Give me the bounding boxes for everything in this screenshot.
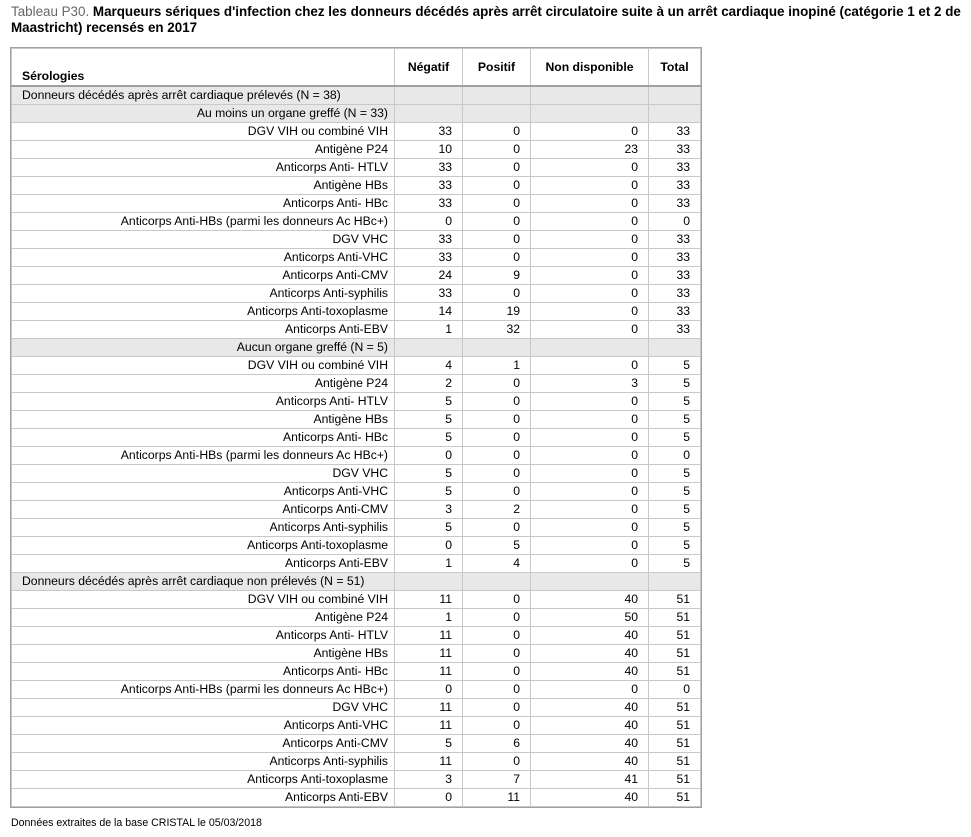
section-empty-cell	[649, 105, 701, 123]
row-label: Antigène HBs	[12, 411, 395, 429]
cell-negatif: 5	[395, 465, 463, 483]
cell-negatif: 11	[395, 699, 463, 717]
cell-total: 33	[649, 285, 701, 303]
cell-negatif: 33	[395, 249, 463, 267]
row-label: Anticorps Anti-syphilis	[12, 519, 395, 537]
cell-positif: 11	[463, 789, 531, 807]
section-empty-cell	[463, 339, 531, 357]
cell-total: 33	[649, 177, 701, 195]
row-label: Anticorps Anti-toxoplasme	[12, 537, 395, 555]
cell-total: 33	[649, 231, 701, 249]
row-label: Anticorps Anti- HBc	[12, 195, 395, 213]
cell-negatif: 33	[395, 123, 463, 141]
cell-non-disponible: 0	[531, 249, 649, 267]
cell-negatif: 33	[395, 231, 463, 249]
table-row	[12, 501, 701, 519]
row-label: Anticorps Anti-VHC	[12, 249, 395, 267]
row-label: DGV VIH ou combiné VIH	[12, 123, 395, 141]
row-label: Antigène P24	[12, 141, 395, 159]
section-empty-cell	[463, 105, 531, 123]
table-row	[12, 645, 701, 663]
cell-negatif: 0	[395, 681, 463, 699]
cell-positif: 0	[463, 645, 531, 663]
row-label: Anticorps Anti-syphilis	[12, 753, 395, 771]
table-row	[12, 465, 701, 483]
section-empty-cell	[395, 86, 463, 105]
column-header-total: Total	[649, 49, 701, 87]
section-label: Donneurs décédés après arrêt cardiaque prélevés (N = 38)	[12, 86, 395, 105]
row-label: Anticorps Anti-VHC	[12, 483, 395, 501]
cell-total: 5	[649, 555, 701, 573]
row-label: DGV VHC	[12, 465, 395, 483]
cell-non-disponible: 0	[531, 303, 649, 321]
table-row	[12, 411, 701, 429]
cell-negatif: 33	[395, 177, 463, 195]
cell-total: 5	[649, 393, 701, 411]
cell-non-disponible: 0	[531, 393, 649, 411]
table-row	[12, 195, 701, 213]
cell-total: 5	[649, 411, 701, 429]
table-row	[12, 213, 701, 231]
table-row	[12, 771, 701, 789]
cell-total: 33	[649, 123, 701, 141]
cell-negatif: 5	[395, 393, 463, 411]
cell-negatif: 1	[395, 555, 463, 573]
section-row	[12, 86, 701, 105]
cell-total: 51	[649, 789, 701, 807]
row-label: DGV VIH ou combiné VIH	[12, 357, 395, 375]
section-empty-cell	[463, 86, 531, 105]
cell-positif: 0	[463, 483, 531, 501]
table-row	[12, 681, 701, 699]
row-label: Anticorps Anti-EBV	[12, 321, 395, 339]
cell-non-disponible: 0	[531, 177, 649, 195]
table-row	[12, 123, 701, 141]
cell-negatif: 1	[395, 321, 463, 339]
table-row	[12, 267, 701, 285]
row-label: DGV VHC	[12, 699, 395, 717]
cell-non-disponible: 40	[531, 645, 649, 663]
cell-negatif: 5	[395, 429, 463, 447]
cell-total: 5	[649, 357, 701, 375]
cell-total: 51	[649, 699, 701, 717]
cell-positif: 19	[463, 303, 531, 321]
row-label: Antigène HBs	[12, 645, 395, 663]
cell-non-disponible: 40	[531, 753, 649, 771]
section-label: Au moins un organe greffé (N = 33)	[12, 105, 395, 123]
table-row	[12, 141, 701, 159]
cell-total: 33	[649, 321, 701, 339]
cell-non-disponible: 0	[531, 537, 649, 555]
cell-positif: 0	[463, 681, 531, 699]
cell-non-disponible: 0	[531, 501, 649, 519]
cell-non-disponible: 0	[531, 285, 649, 303]
cell-positif: 6	[463, 735, 531, 753]
cell-negatif: 11	[395, 591, 463, 609]
row-label: Anticorps Anti- HBc	[12, 429, 395, 447]
cell-positif: 0	[463, 699, 531, 717]
table-row	[12, 555, 701, 573]
cell-negatif: 0	[395, 789, 463, 807]
cell-negatif: 0	[395, 537, 463, 555]
cell-non-disponible: 0	[531, 357, 649, 375]
cell-non-disponible: 40	[531, 789, 649, 807]
section-row	[12, 339, 701, 357]
section-empty-cell	[531, 573, 649, 591]
table-row	[12, 393, 701, 411]
cell-total: 33	[649, 267, 701, 285]
row-label: Anticorps Anti-toxoplasme	[12, 303, 395, 321]
cell-positif: 0	[463, 717, 531, 735]
row-label: DGV VIH ou combiné VIH	[12, 591, 395, 609]
row-label: Anticorps Anti-HBs (parmi les donneurs Ac HBc+)	[12, 681, 395, 699]
table-row	[12, 789, 701, 807]
section-empty-cell	[395, 339, 463, 357]
table-body	[12, 86, 701, 807]
cell-negatif: 0	[395, 447, 463, 465]
cell-total: 51	[649, 609, 701, 627]
cell-positif: 0	[463, 447, 531, 465]
cell-positif: 32	[463, 321, 531, 339]
table-row	[12, 177, 701, 195]
cell-non-disponible: 0	[531, 159, 649, 177]
cell-positif: 0	[463, 627, 531, 645]
row-label: Anticorps Anti- HTLV	[12, 627, 395, 645]
cell-negatif: 33	[395, 159, 463, 177]
row-label: Antigène HBs	[12, 177, 395, 195]
cell-total: 51	[649, 645, 701, 663]
table-row	[12, 357, 701, 375]
cell-negatif: 33	[395, 285, 463, 303]
cell-negatif: 33	[395, 195, 463, 213]
section-label: Donneurs décédés après arrêt cardiaque non prélevés (N = 51)	[12, 573, 395, 591]
cell-non-disponible: 0	[531, 123, 649, 141]
section-empty-cell	[531, 86, 649, 105]
cell-total: 5	[649, 429, 701, 447]
table-title	[11, 4, 966, 36]
cell-non-disponible: 41	[531, 771, 649, 789]
cell-positif: 0	[463, 375, 531, 393]
table-row	[12, 609, 701, 627]
table-row	[12, 753, 701, 771]
cell-non-disponible: 0	[531, 267, 649, 285]
row-label: Anticorps Anti- HTLV	[12, 393, 395, 411]
row-label: Anticorps Anti-CMV	[12, 267, 395, 285]
column-header-positif: Positif	[463, 49, 531, 87]
table-row	[12, 717, 701, 735]
cell-positif: 1	[463, 357, 531, 375]
section-empty-cell	[531, 339, 649, 357]
cell-negatif: 11	[395, 717, 463, 735]
section-empty-cell	[649, 339, 701, 357]
column-header-serologies: Sérologies	[12, 49, 395, 87]
table-row	[12, 447, 701, 465]
section-row	[12, 573, 701, 591]
cell-non-disponible: 0	[531, 681, 649, 699]
cell-non-disponible: 3	[531, 375, 649, 393]
cell-non-disponible: 23	[531, 141, 649, 159]
cell-non-disponible: 0	[531, 519, 649, 537]
cell-positif: 0	[463, 519, 531, 537]
cell-negatif: 14	[395, 303, 463, 321]
row-label: Anticorps Anti-EBV	[12, 555, 395, 573]
row-label: Anticorps Anti-VHC	[12, 717, 395, 735]
cell-total: 51	[649, 591, 701, 609]
cell-total: 0	[649, 447, 701, 465]
serology-table	[11, 48, 701, 807]
cell-positif: 4	[463, 555, 531, 573]
cell-positif: 0	[463, 411, 531, 429]
table-row	[12, 537, 701, 555]
cell-negatif: 0	[395, 213, 463, 231]
table-row	[12, 591, 701, 609]
section-row	[12, 105, 701, 123]
cell-positif: 0	[463, 465, 531, 483]
section-empty-cell	[395, 105, 463, 123]
cell-total: 0	[649, 213, 701, 231]
cell-positif: 0	[463, 609, 531, 627]
cell-negatif: 11	[395, 753, 463, 771]
cell-negatif: 10	[395, 141, 463, 159]
table-row	[12, 519, 701, 537]
cell-non-disponible: 0	[531, 321, 649, 339]
cell-total: 33	[649, 303, 701, 321]
table-row	[12, 303, 701, 321]
cell-total: 51	[649, 627, 701, 645]
cell-total: 5	[649, 537, 701, 555]
cell-non-disponible: 40	[531, 699, 649, 717]
section-empty-cell	[649, 573, 701, 591]
row-label: Anticorps Anti-HBs (parmi les donneurs Ac HBc+)	[12, 213, 395, 231]
cell-non-disponible: 0	[531, 483, 649, 501]
cell-total: 5	[649, 483, 701, 501]
row-label: Antigène P24	[12, 609, 395, 627]
cell-non-disponible: 0	[531, 465, 649, 483]
cell-total: 5	[649, 375, 701, 393]
cell-negatif: 24	[395, 267, 463, 285]
cell-total: 51	[649, 717, 701, 735]
cell-non-disponible: 40	[531, 735, 649, 753]
cell-negatif: 3	[395, 771, 463, 789]
column-header-negatif: Négatif	[395, 49, 463, 87]
cell-total: 51	[649, 771, 701, 789]
cell-negatif: 5	[395, 735, 463, 753]
table-header-row	[12, 49, 701, 87]
section-label: Aucun organe greffé (N = 5)	[12, 339, 395, 357]
table-row	[12, 699, 701, 717]
cell-positif: 0	[463, 591, 531, 609]
cell-non-disponible: 0	[531, 195, 649, 213]
cell-positif: 0	[463, 663, 531, 681]
cell-positif: 0	[463, 195, 531, 213]
cell-positif: 0	[463, 285, 531, 303]
section-empty-cell	[649, 86, 701, 105]
table-row	[12, 627, 701, 645]
cell-non-disponible: 40	[531, 591, 649, 609]
table-row	[12, 285, 701, 303]
row-label: Anticorps Anti-toxoplasme	[12, 771, 395, 789]
cell-negatif: 4	[395, 357, 463, 375]
table-row	[12, 231, 701, 249]
cell-positif: 0	[463, 159, 531, 177]
row-label: Anticorps Anti-syphilis	[12, 285, 395, 303]
cell-non-disponible: 40	[531, 717, 649, 735]
table-row	[12, 159, 701, 177]
cell-non-disponible: 0	[531, 231, 649, 249]
cell-positif: 7	[463, 771, 531, 789]
cell-positif: 0	[463, 141, 531, 159]
cell-negatif: 11	[395, 663, 463, 681]
table-row	[12, 321, 701, 339]
cell-negatif: 5	[395, 519, 463, 537]
cell-positif: 2	[463, 501, 531, 519]
cell-total: 33	[649, 159, 701, 177]
cell-total: 51	[649, 753, 701, 771]
cell-positif: 0	[463, 393, 531, 411]
table-row	[12, 483, 701, 501]
cell-positif: 0	[463, 753, 531, 771]
cell-total: 51	[649, 735, 701, 753]
section-empty-cell	[531, 105, 649, 123]
cell-non-disponible: 40	[531, 627, 649, 645]
cell-total: 5	[649, 465, 701, 483]
row-label: Anticorps Anti- HBc	[12, 663, 395, 681]
cell-non-disponible: 0	[531, 411, 649, 429]
table-row	[12, 735, 701, 753]
cell-non-disponible: 0	[531, 555, 649, 573]
cell-positif: 0	[463, 231, 531, 249]
cell-non-disponible: 0	[531, 213, 649, 231]
cell-positif: 0	[463, 177, 531, 195]
cell-non-disponible: 0	[531, 447, 649, 465]
column-header-non-disponible: Non disponible	[531, 49, 649, 87]
row-label: Anticorps Anti-CMV	[12, 735, 395, 753]
cell-negatif: 5	[395, 483, 463, 501]
cell-non-disponible: 40	[531, 663, 649, 681]
cell-total: 0	[649, 681, 701, 699]
source-note: Données extraites de la base CRISTAL le 05/03/2018	[11, 817, 262, 829]
cell-total: 5	[649, 519, 701, 537]
table-number: Tableau P30.	[11, 4, 90, 19]
cell-positif: 9	[463, 267, 531, 285]
table-row	[12, 663, 701, 681]
cell-negatif: 5	[395, 411, 463, 429]
cell-positif: 0	[463, 123, 531, 141]
cell-positif: 5	[463, 537, 531, 555]
cell-negatif: 11	[395, 627, 463, 645]
cell-total: 5	[649, 501, 701, 519]
table-row	[12, 375, 701, 393]
cell-non-disponible: 0	[531, 429, 649, 447]
row-label: Anticorps Anti-HBs (parmi les donneurs Ac HBc+)	[12, 447, 395, 465]
cell-negatif: 2	[395, 375, 463, 393]
cell-negatif: 11	[395, 645, 463, 663]
cell-total: 33	[649, 141, 701, 159]
cell-negatif: 1	[395, 609, 463, 627]
table-row	[12, 429, 701, 447]
table-row	[12, 249, 701, 267]
cell-positif: 0	[463, 213, 531, 231]
row-label: DGV VHC	[12, 231, 395, 249]
cell-total: 33	[649, 249, 701, 267]
section-empty-cell	[463, 573, 531, 591]
table-caption: Marqueurs sériques d'infection chez les donneurs décédés après arrêt circulatoire suite à un arrêt cardiaque inopiné (catégorie 1 et 2 de Maastricht) recensés en 2017	[11, 4, 961, 35]
cell-positif: 0	[463, 249, 531, 267]
row-label: Anticorps Anti- HTLV	[12, 159, 395, 177]
row-label: Anticorps Anti-CMV	[12, 501, 395, 519]
row-label: Antigène P24	[12, 375, 395, 393]
cell-total: 33	[649, 195, 701, 213]
cell-positif: 0	[463, 429, 531, 447]
cell-total: 51	[649, 663, 701, 681]
cell-negatif: 3	[395, 501, 463, 519]
cell-non-disponible: 50	[531, 609, 649, 627]
section-empty-cell	[395, 573, 463, 591]
row-label: Anticorps Anti-EBV	[12, 789, 395, 807]
